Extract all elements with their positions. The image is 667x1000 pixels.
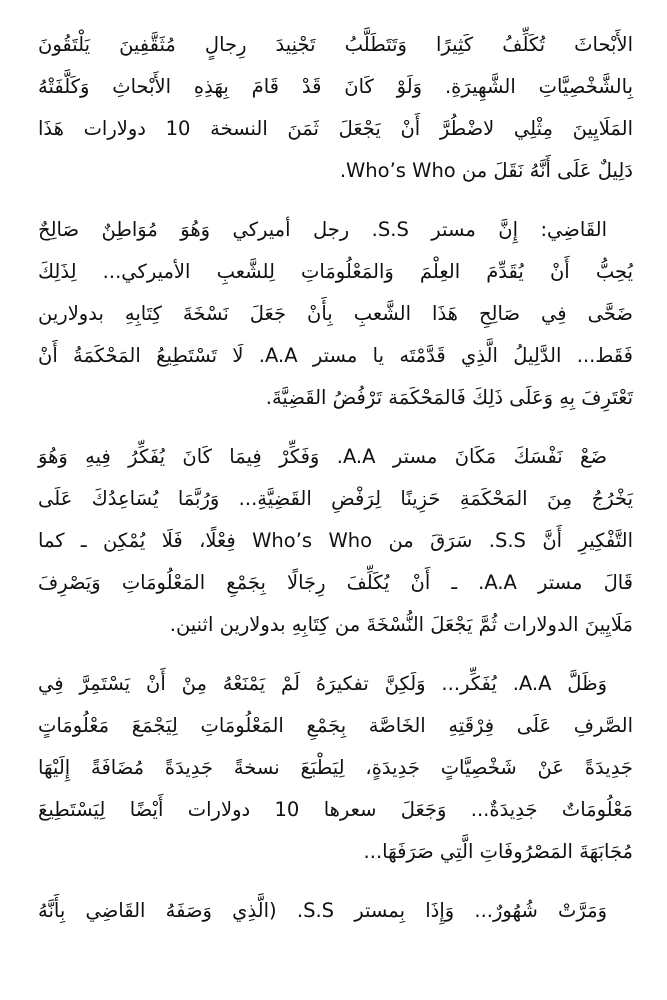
- text-line: فَقَط... الدَّلِيلُ الَّذِي قَدَّمْتَه يا مستر A.A. لَا تَسْتَطِيعُ المَحْكَمَةُ أَنْ: [38, 344, 633, 367]
- text-line: مُجَابَهَةَ المَصْرُوفَاتِ الَّتِي صَرَفَهَا...: [363, 840, 633, 863]
- text-line: ضَعْ نَفْسَكَ مَكَانَ مستر A.A. وَفَكِّرْ فِيمَا كَانَ يُفَكِّرُ فِيهِ وَهُوَ: [38, 445, 607, 468]
- text-line: تَعْتَرِفَ بِهِ وَعَلَى ذَلِكَ فَالمَحْكَمَة تَرْفُضُ القَضِيَّةَ.: [265, 386, 633, 409]
- text-line: دَلِيلٌ عَلَى أَنَّهُ نَقَلَ من Who’s Who.: [339, 159, 633, 182]
- paragraph-2: [38, 209, 633, 419]
- paragraph-3: [38, 436, 633, 646]
- text-line: التَّفْكِيرِ أَنَّ S.S. سَرَقَ من Who’s Who فِعْلًا، فَلَا يُمْكِن ـ كما: [38, 529, 633, 552]
- text-line: وَظَلَّ A.A. يُفَكِّر... وَلَكِنَّ تفكيرَهُ لَمْ يَمْنَعْهُ مِنْ أَنْ يَسْتَمِرَّ فِي: [38, 672, 608, 695]
- text-line: قَالَ مستر A.A. ـ أَنْ يُكَلِّفَ رِجَالًا بِجَمْعِ المَعْلُومَاتِ وَيَصْرِفَ: [38, 571, 633, 594]
- paragraph-4: [38, 663, 633, 873]
- text-line: مَلَايِينَ الدولارات ثُمَّ يَجْعَلَ النُّسْخَةَ من كِتَابِهِ بدولارين اثنين.: [169, 613, 633, 636]
- paragraph-5: [38, 890, 633, 932]
- text-line: القَاضِي: إِنَّ مستر S.S. رجل أميركي وَهُوَ مُوَاطِنٌ صَالِحٌ: [38, 218, 607, 241]
- text-line: الأَبْحاثَ تُكَلِّفُ كَثِيرًا وَتَتَطَلَّبُ تَجْنِيدَ رِجالٍ مُثَقَّفِينَ يَلْتَقُونَ: [38, 33, 633, 56]
- text-line: الصَّرفِ عَلَى فِرْقَتِهِ الخَاصَّة بِجَمْعِ المَعْلُومَاتِ لِيَجْمَعَ مَعْلُومَاتٍ: [38, 714, 633, 737]
- text-line: يُحِبُّ أَنْ يُقَدِّمَ العِلْمَ وَالمَعْلُومَاتِ لِلشَّعبِ الأميركي... لِذَلِكَ: [38, 260, 633, 283]
- text-line: جَدِيدَةً عَنْ شَخْصِيَّاتٍ جَدِيدَةٍ، لِيَطْبَعَ نسخةً جَدِيدَةً مُضَافَةً إِلَيْهَا: [38, 756, 633, 779]
- text-line: مَعْلُومَاتٌ جَدِيدَةٌ... وَجَعَلَ سعرها 10 دولارات أَيْضًا لِيَسْتَطِيعَ: [38, 798, 633, 821]
- text-line: ضَحَّى فِي صَالِحِ هَذَا الشَّعبِ بِأَنْ جَعَلَ نَسْخَةَ كِتَابِهِ بدولارين: [38, 302, 633, 325]
- text-line: بِالشَّخْصِيَّاتِ الشَّهِيرَةِ. وَلَوْ كَانَ قَدْ قَامَ بِهَذِهِ الأَبْحاثِ وَكَلَّفَتْهُ: [38, 75, 633, 98]
- text-line: المَلَايِينَ مِثْلِي لاضْطُرَّ أَنْ يَجْعَلَ ثَمَنَ النسخة 10 دولارات هَذَا: [38, 117, 633, 140]
- text-line: وَمَرَّتْ شُهُورٌ... وَإِذَا بِمستر S.S. (الَّذِي وَصَفَهُ القَاضِي بِأَنَّهُ: [38, 899, 607, 922]
- paragraph-1: [38, 24, 633, 192]
- text-line: يَخْرُجُ مِنَ المَحْكَمَةِ حَزِينًا لِرَفْضِ القَضِيَّةِ... وَرُبَّمَا يُسَاعِدُكَ عَلَى: [38, 487, 633, 510]
